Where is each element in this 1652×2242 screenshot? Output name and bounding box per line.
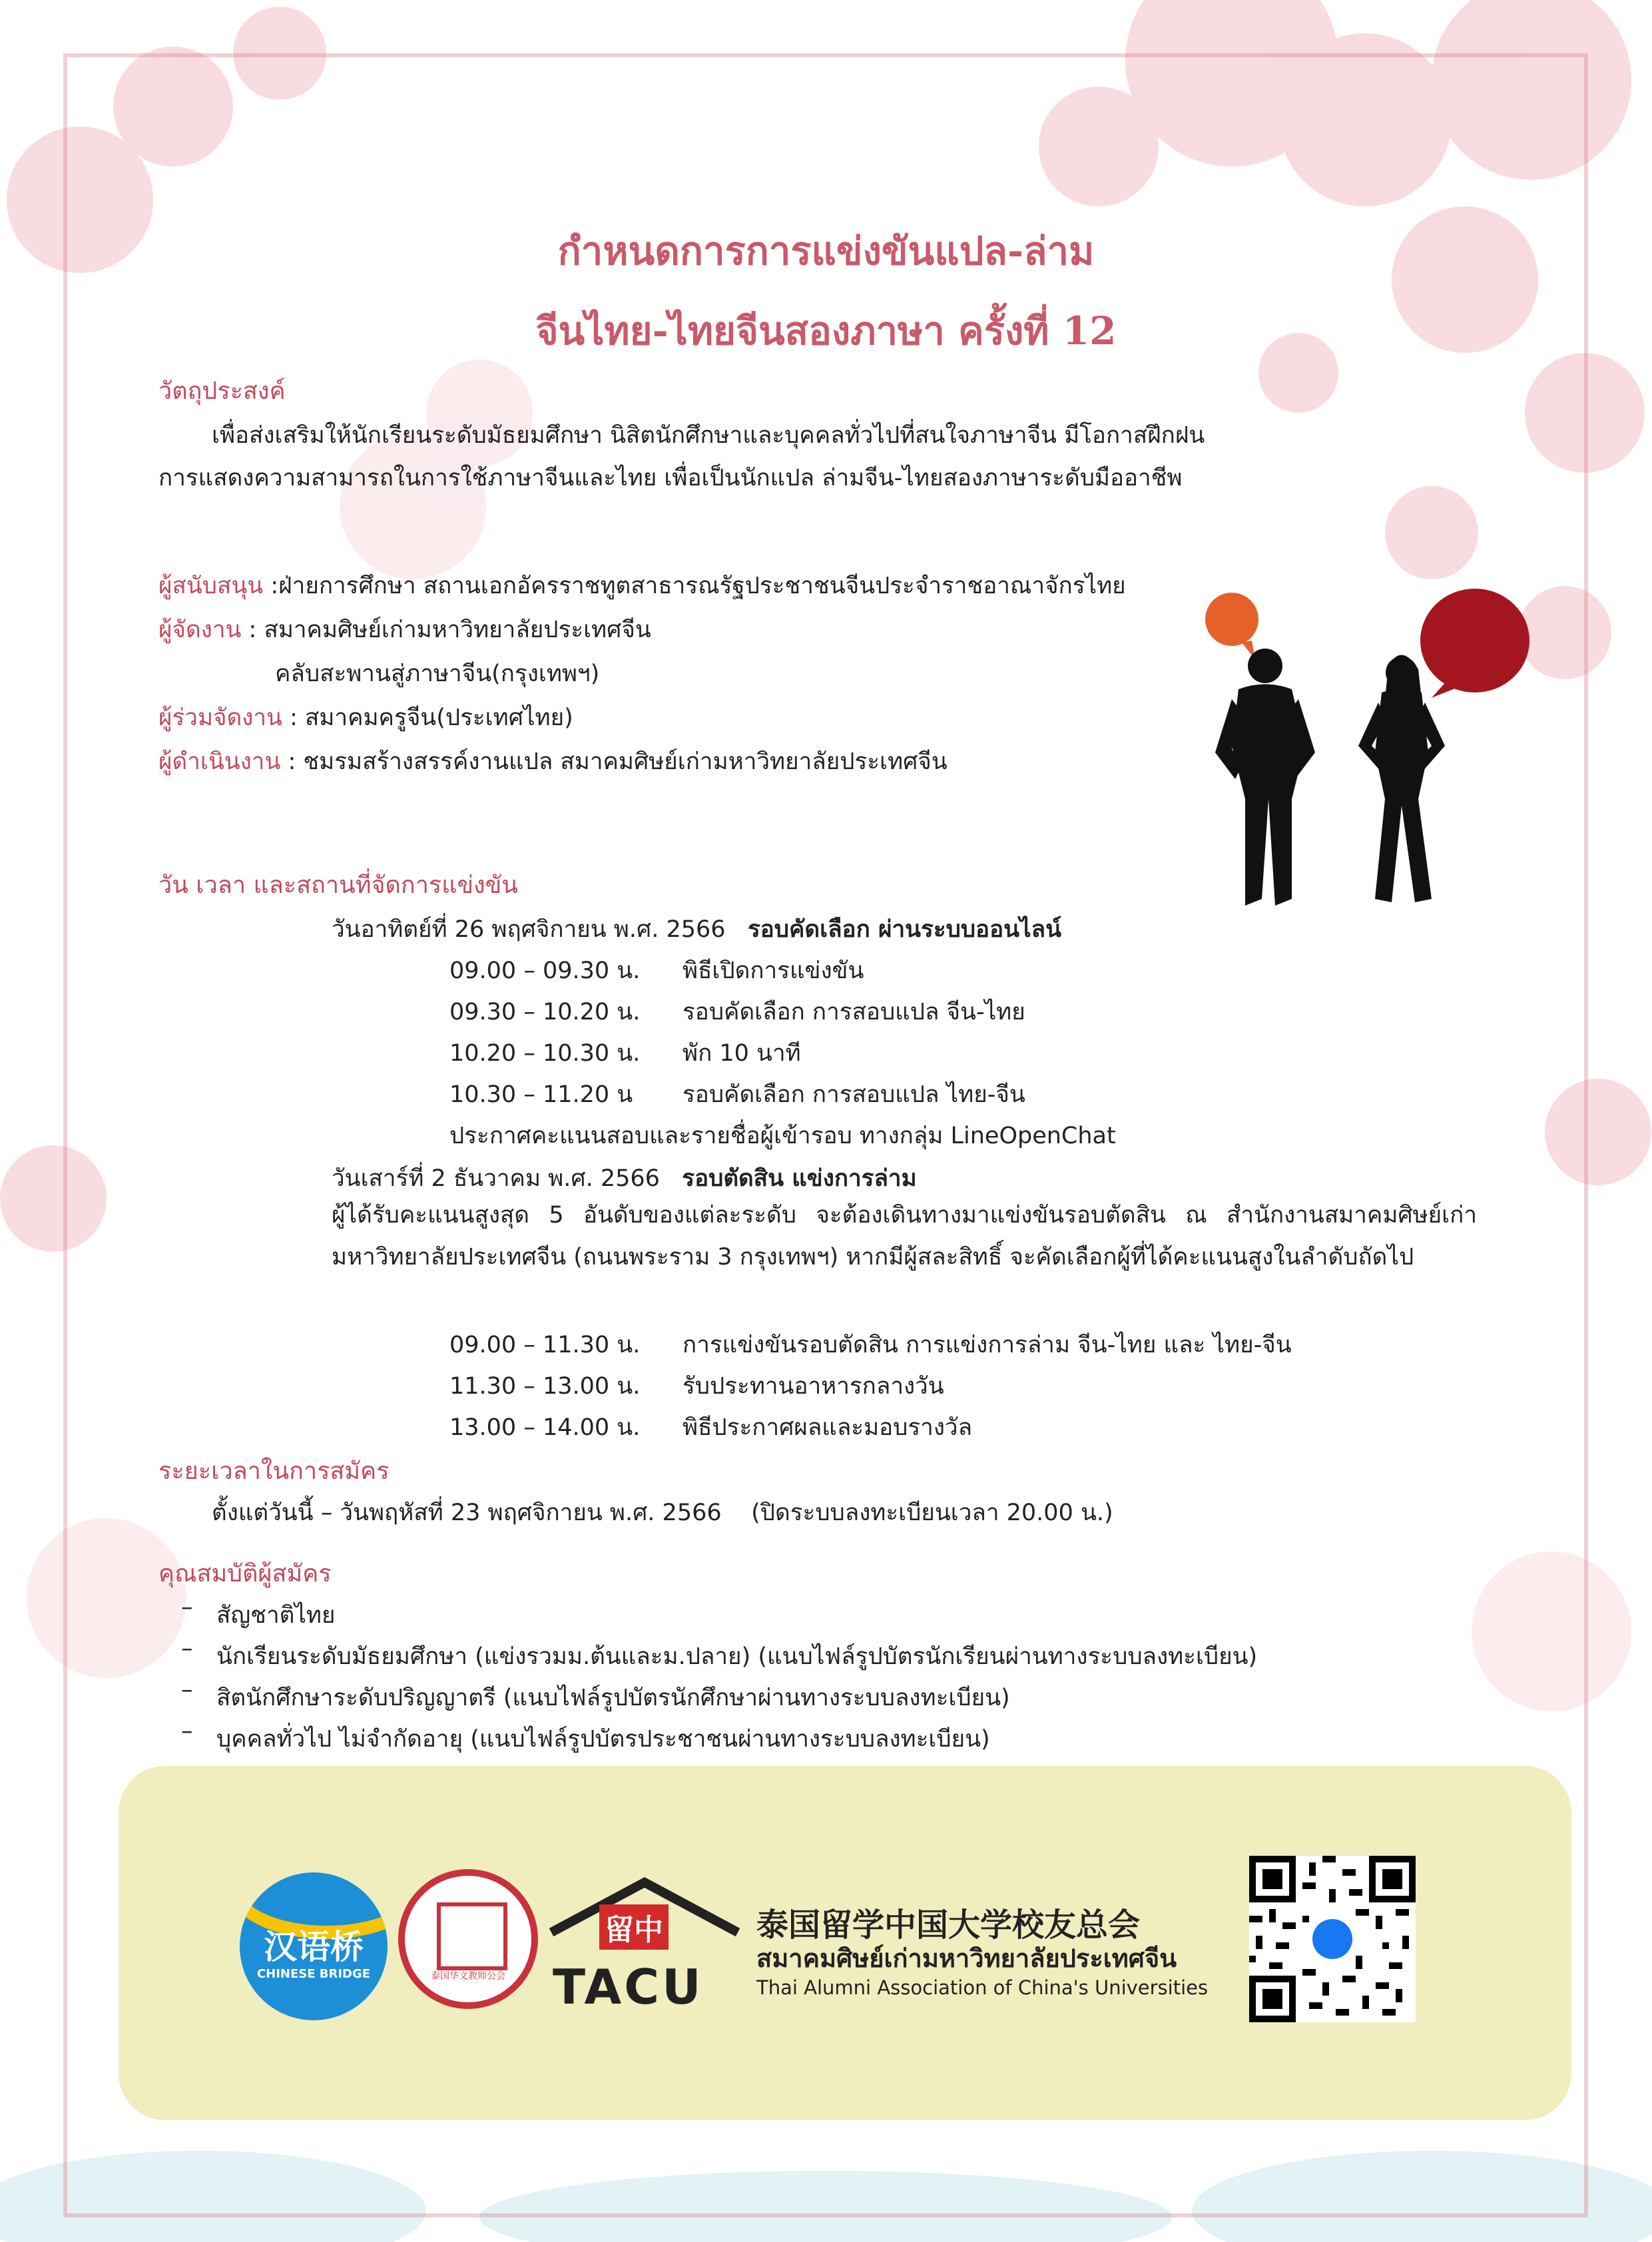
operator-label: ผู้ดำเนินงาน xyxy=(158,748,281,775)
co-organizer-label: ผู้ร่วมจัดงาน xyxy=(158,704,282,731)
chinese-bridge-cn-text: 汉语桥 xyxy=(264,1928,364,1966)
day1-time-1: 09.00 – 09.30 น. xyxy=(449,958,641,984)
day1-note: ประกาศคะแนนสอบและรายชื่อผู้เข้ารอบ ทางกลุ่ม LineOpenChat xyxy=(449,1123,1116,1149)
day1-round: รอบคัดเลือก ผ่านระบบออนไลน์ xyxy=(747,916,1062,943)
day1-time-2: 09.30 – 10.20 น. xyxy=(449,999,641,1025)
objective-line2: การแสดงความสามารถในการใช้ภาษาจีนและไทย เพื่อเป็นนักแปล ล่ามจีน-ไทยสองภาษาระดับมืออาชีพ xyxy=(158,465,1183,491)
registration-period: ตั้งแต่วันนี้ – วันพฤหัสที่ 23 พฤศจิกายน พ.ศ. 2566 xyxy=(212,1500,722,1526)
day2-paragraph: ผู้ได้รับคะแนนสูงสุด 5 อันดับของแต่ละระดับ จะต้องเดินทางมาแข่งขันรอบตัดสิน ณ สำนักงานสมาคมศิษย์เก่ามหาวิทยาลัยประเทศจีน (ถนนพระราม 3 กรุงเทพฯ) หากมีผู้สละสิทธิ์ จะคัดเลือกผู้ที่ได้คะแนนสูงในลำดับถัดไป xyxy=(332,1202,1477,1270)
day1-activity-4: รอบคัดเลือก การสอบแปล ไทย-จีน xyxy=(683,1081,1025,1108)
operator-row xyxy=(158,743,948,780)
facebook-icon xyxy=(1312,1919,1352,1959)
co-organizer-value: : สมาคมครูจีน(ประเทศไทย) xyxy=(282,704,573,731)
objective-line1: เพื่อส่งเสริมให้นักเรียนระดับมัธยมศึกษา นิสิตนักศึกษาและบุคคลทั่วไปที่สนใจภาษาจีน มีโอกาสฝึกฝน xyxy=(212,422,1205,449)
qualification-2: นักเรียนระดับมัธยมศึกษา (แข่งรวมม.ต้นและม.ปลาย) (แนบไฟล์รูปบัตรนักเรียนผ่านทางระบบลงทะเบียน) xyxy=(216,1643,1258,1670)
day1-row xyxy=(332,911,1061,948)
organizer-value: : สมาคมศิษย์เก่ามหาวิทยาลัยประเทศจีน xyxy=(241,617,651,643)
qualification-3: สิตนักศึกษาระดับปริญญาตรี (แนบไฟล์รูปบัตรนักศึกษาผ่านทางระบบลงทะเบียน) xyxy=(216,1685,1010,1711)
day1-activity-3: พัก 10 นาที xyxy=(683,1040,801,1067)
tacu-abbr: TACU xyxy=(553,1959,704,2015)
day1-activity-2: รอบคัดเลือก การสอบแปล จีน-ไทย xyxy=(683,999,1025,1025)
qr-code[interactable] xyxy=(1249,1856,1416,2022)
organizer-row xyxy=(158,611,651,648)
day2-activity-1: การแข่งขันรอบตัดสิน การแข่งการล่าม จีน-ไทย และ ไทย-จีน xyxy=(683,1332,1292,1358)
red-speech-bubble xyxy=(1420,589,1529,693)
chinese-bridge-logo xyxy=(240,1872,388,2020)
day2-activity-2: รับประทานอาหารกลางวัน xyxy=(683,1373,944,1400)
day2-row xyxy=(332,1160,917,1197)
day1-time-3: 10.20 – 10.30 น. xyxy=(449,1040,641,1067)
orange-speech-bubble xyxy=(1205,593,1258,646)
bullet-2: – xyxy=(181,1635,193,1662)
title-line2: จีนไทย-ไทยจีนสองภาษา ครั้งที่ 12 xyxy=(535,308,1117,354)
day1-date: วันอาทิตย์ที่ 26 พฤศจิกายน พ.ศ. 2566 xyxy=(332,916,726,943)
people-illustration xyxy=(1192,579,1551,919)
bullet-3: – xyxy=(181,1677,193,1703)
registration-note: (ปิดระบบลงทะเบียนเวลา 20.00 น.) xyxy=(751,1500,1113,1526)
day2-time-1: 09.00 – 11.30 น. xyxy=(449,1332,641,1358)
seal-building-icon xyxy=(437,1902,507,1970)
registration-heading: ระยะเวลาในการสมัคร xyxy=(158,1458,390,1485)
bullet-4: – xyxy=(181,1718,193,1745)
qualifications-heading: คุณสมบัติผู้สมัคร xyxy=(158,1560,332,1587)
operator-value: : ชมรมสร้างสรรค์งานแปล สมาคมศิษย์เก่ามหาวิทยาลัยประเทศจีน xyxy=(280,748,948,775)
day1-activity-1: พิธีเปิดการแข่งขัน xyxy=(683,958,864,984)
tacu-english-name: Thai Alumni Association of China's Universities xyxy=(756,1976,1209,1999)
day2-time-3: 13.00 – 14.00 น. xyxy=(449,1414,641,1441)
qualification-1: สัญชาติไทย xyxy=(216,1602,336,1629)
title-line1: กำหนดการการแข่งขันแปล-ล่าม xyxy=(557,228,1095,274)
bullet-1: – xyxy=(181,1594,193,1621)
registration-row xyxy=(212,1494,1113,1531)
sponsor-label: ผู้สนับสนุน xyxy=(158,573,264,599)
day2-date: วันเสาร์ที่ 2 ธันวาคม พ.ศ. 2566 xyxy=(332,1165,660,1192)
man-silhouette xyxy=(1215,649,1315,906)
chinese-teachers-association-seal xyxy=(398,1869,538,2009)
day2-time-2: 11.30 – 13.00 น. xyxy=(449,1373,641,1400)
organizer-value2: คลับสะพานสู่ภาษาจีน(กรุงเทพฯ) xyxy=(275,661,600,687)
footer-panel xyxy=(119,1766,1571,2120)
schedule-heading: วัน เวลา และสถานที่จัดการแข่งขัน xyxy=(158,872,518,899)
sponsor-row xyxy=(158,567,1126,604)
qualification-4: บุคคลทั่วไป ไม่จำกัดอายุ (แนบไฟล์รูปบัตรประชาชนผ่านทางระบบลงทะเบียน) xyxy=(216,1726,990,1753)
woman-silhouette xyxy=(1358,655,1445,902)
tacu-thai-name: สมาคมศิษย์เก่ามหาวิทยาลัยประเทศจีน xyxy=(756,1944,1177,1973)
day2-round: รอบตัดสิน แข่งการล่าม xyxy=(682,1165,917,1192)
tacu-chinese-mark: 留中 xyxy=(599,1904,669,1950)
sponsor-value: :ฝ่ายการศึกษา สถานเอกอัครราชทูตสาธารณรัฐประชาชนจีนประจำราชอาณาจักรไทย xyxy=(263,573,1126,599)
day2-activity-3: พิธีประกาศผลและมอบรางวัล xyxy=(683,1414,973,1441)
tacu-chinese-name: 泰国留学中国大学校友总会 xyxy=(756,1906,1141,1944)
organizer-label: ผู้จัดงาน xyxy=(158,617,242,643)
chinese-bridge-en-text: CHINESE BRIDGE xyxy=(256,1967,371,1981)
objective-heading: วัตถุประสงค์ xyxy=(158,378,286,405)
co-organizer-row xyxy=(158,699,573,736)
day1-time-4: 10.30 – 11.20 น xyxy=(449,1081,633,1108)
seal-text: 泰国华文教师公会 xyxy=(431,1971,505,1982)
